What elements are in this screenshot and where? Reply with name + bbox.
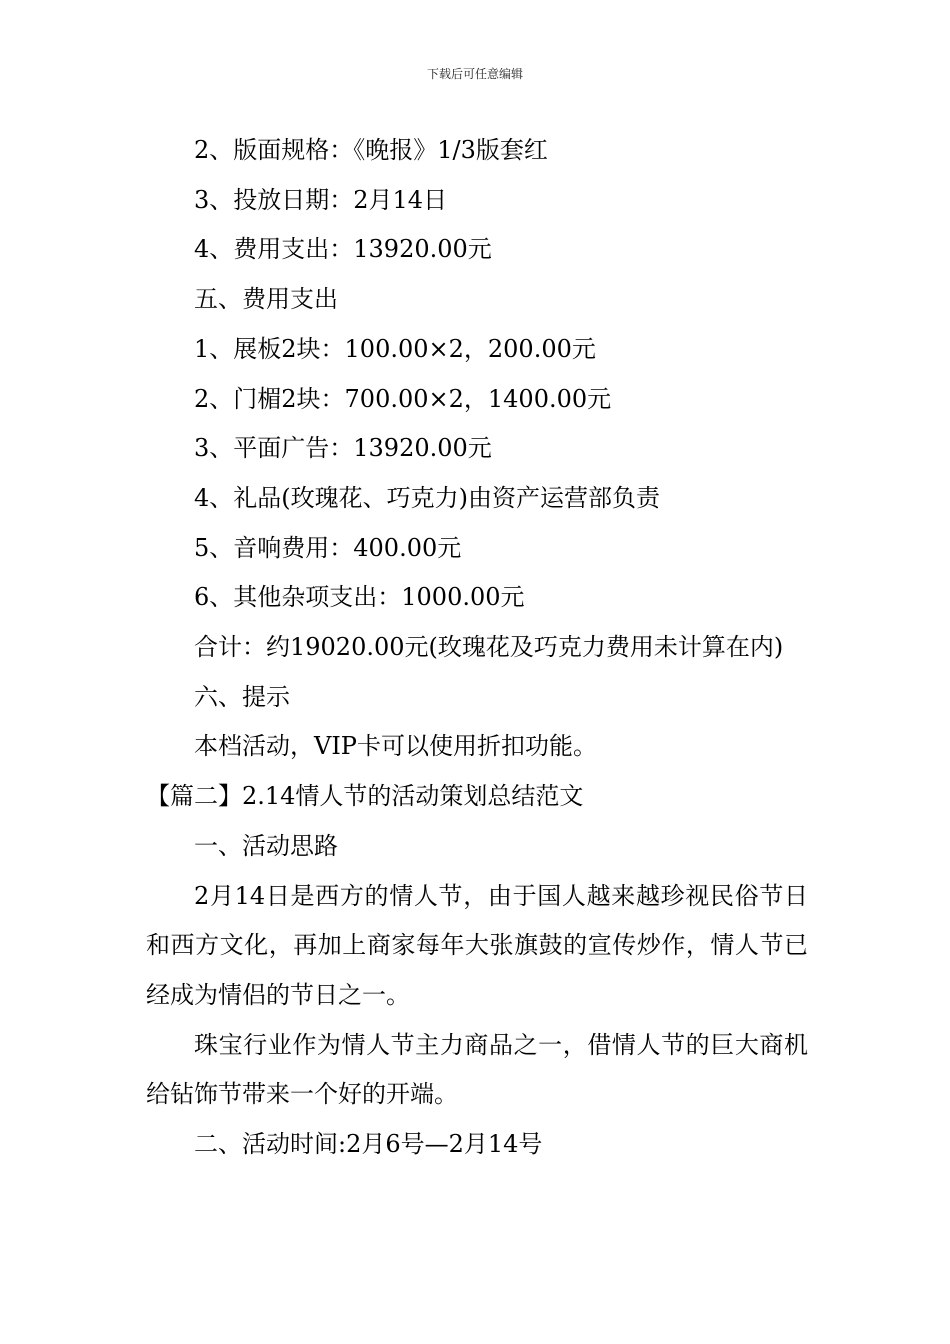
expense-item-gifts: 4、礼品(玫瑰花、巧克力)由资产运营部负责 [194, 483, 660, 512]
section-heading-expenses: 五、费用支出 [194, 285, 338, 314]
ad-size-line: 2、版面规格：《晚报》1/3版套红 [194, 136, 548, 164]
expense-item-print-ad: 3、平面广告：13920.00元 [194, 434, 492, 463]
expense-item-audio: 5、音响费用：400.00元 [194, 533, 462, 562]
document-body [146, 126, 808, 1170]
expense-item-boards: 1、展板2块：100.00×2，200.00元 [194, 334, 596, 363]
jewelry-paragraph: 珠宝行业作为情人节主力商品之一，借情人节的巨大商机给钻饰节带来一个好的开端。 [146, 1030, 808, 1109]
expense-item-lintels: 2、门楣2块：700.00×2，1400.00元 [194, 384, 612, 413]
page-header-note: 下载后可任意编辑 [426, 67, 523, 81]
expense-item-misc: 6、其他杂项支出：1000.00元 [194, 583, 525, 612]
section-title-part-two: 【篇二】2.14情人节的活动策划总结范文 [146, 782, 584, 811]
section-heading-idea: 一、活动思路 [194, 831, 338, 860]
section-heading-time: 二、活动时间:2月6号—2月14号 [194, 1130, 543, 1159]
ad-date-line: 3、投放日期：2月14日 [194, 185, 448, 214]
tip-vip-line: 本档活动，VIP卡可以使用折扣功能。 [194, 732, 597, 761]
idea-paragraph: 2月14日是西方的情人节，由于国人越来越珍视民俗节日和西方文化，再加上商家每年大张旗鼓的宣传炒作，情人节已经成为情侣的节日之一。 [146, 881, 808, 1009]
section-heading-tips: 六、提示 [194, 682, 290, 711]
ad-cost-line: 4、费用支出：13920.00元 [194, 235, 492, 264]
expense-total-paragraph: 合计：约19020.00元(玫瑰花及巧克力费用未计算在内) [194, 633, 784, 662]
